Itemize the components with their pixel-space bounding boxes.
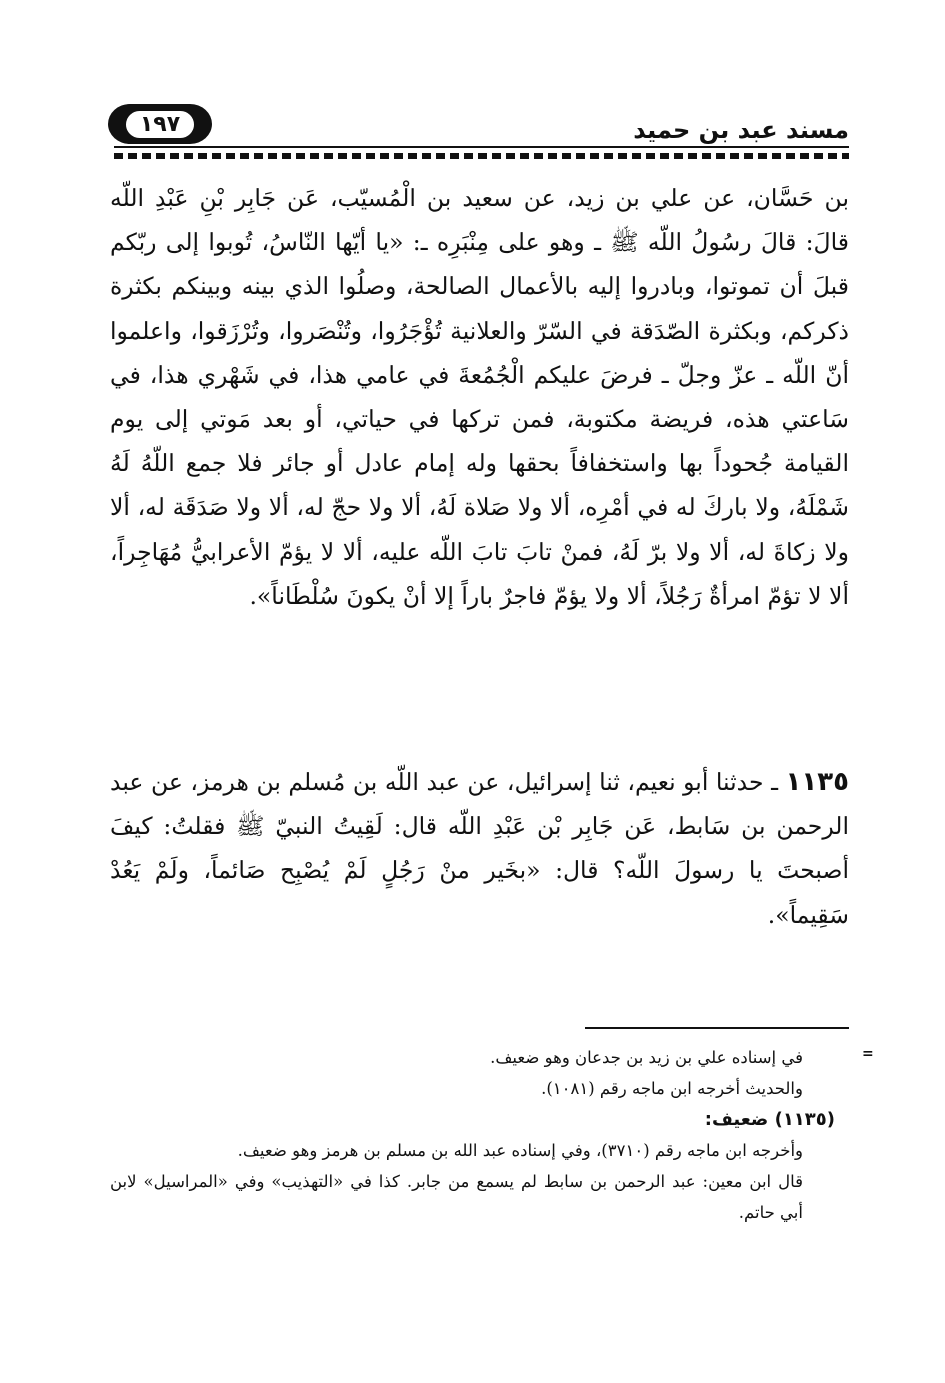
footnote-continuation-marker: = [862, 1046, 874, 1062]
footnote-line: وأخرجه ابن ماجه رقم (٣٧١٠)، وفي إسناده عبد الله بن مسلم بن هرمز وهو ضعيف. [237, 1141, 803, 1160]
header-rule [114, 146, 849, 152]
hadith-1135-text: ـ حدثنا أبو نعيم، ثنا إسرائيل، عن عبد اللّه بن مُسلم بن هرمز، عن عبد الرحمن بن سَابط، عَن جَابِر بْن عَبْدِ اللّه قال: لَقِيتُ النبيّ ﷺ فقلتُ: كيفَ أصبحتَ يا رسولَ اللّه؟ قال: «بخَير منْ رَجُلٍ لَمْ يُصْبِح صَائماً، ولَمْ يَعُدْ سَقِيماً». [110, 768, 849, 929]
footnote-heading: (١١٣٥) ضعيف: [704, 1109, 835, 1130]
hadith-1134-text: بن حَسَّان، عن علي بن زيد، عن سعيد بن الْمُسيّب، عَن جَابِر بْنِ عَبْدِ اللّه قالَ: قالَ رسُولُ اللّه ﷺ ـ وهو على مِنْبَرِه ـ: «يا أيّها النّاسُ، تُوبوا إلى ربّكم قبلَ أن تموتوا، وبادروا إليه بالأعمال الصالحة، وصلُوا الذي بينه وبينكم بكثرة ذكركم، وبكثرة الصّدَقة في السّرّ والعلانية تُؤْجَرُوا، وتُنْصَروا، وتُرْزَقوا، واعلموا أنّ اللّه ـ عزّ وجلّ ـ فرضَ عليكم الْجُمُعةَ في عامي هذا، في شَهْري هذا، في سَاعتي هذه، فريضة مكتوبة، فمن تركها في حياتي، أو بعد مَوتي إلى يوم القيامة جُحوداً بها واستخفافاً بحقها وله إمام عادل أو جائر فلا جمع اللّهُ لَهُ شَمْلَهُ، ولا باركَ له في أمْرِه، ألا ولا صَلاة لَهُ، ألا ولا حجّ له، ألا ولا صَدَقَة له، ألا ولا زكاةَ له، ألا ولا برّ لَهُ، فمنْ تابَ تابَ اللّه عليه، ألا لا يؤمّ الأعرابيُّ مُهَاجِراً، ألا لا تؤمّ امرأةٌ رَجُلاً، ألا ولا يؤمّ فاجرٌ باراً إلا أنْ يكونَ سُلْطَاناً». [110, 184, 849, 610]
hadith-1134-continued [110, 176, 849, 736]
header-dashed-rule [114, 153, 849, 159]
footnote-separator [585, 1027, 849, 1029]
running-header-title: مسند عبد بن حميد [633, 116, 849, 144]
footnote-line: قال ابن معين: عبد الرحمن بن سابط لم يسمع من جابر. كذا في «التهذيب» وفي «المراسيل» لابن أبي حاتم. [110, 1172, 803, 1222]
footnote-line: في إسناده علي بن زيد بن جدعان وهو ضعيف. [490, 1048, 803, 1067]
hadith-1135 [110, 760, 849, 980]
page-number-badge [108, 104, 212, 144]
footnotes [110, 1042, 835, 1228]
page-number: ١٩٧ [126, 111, 194, 138]
footnote-line: والحديث أخرجه ابن ماجه رقم (١٠٨١). [541, 1079, 803, 1098]
hadith-number: ١١٣٥ [785, 767, 849, 797]
